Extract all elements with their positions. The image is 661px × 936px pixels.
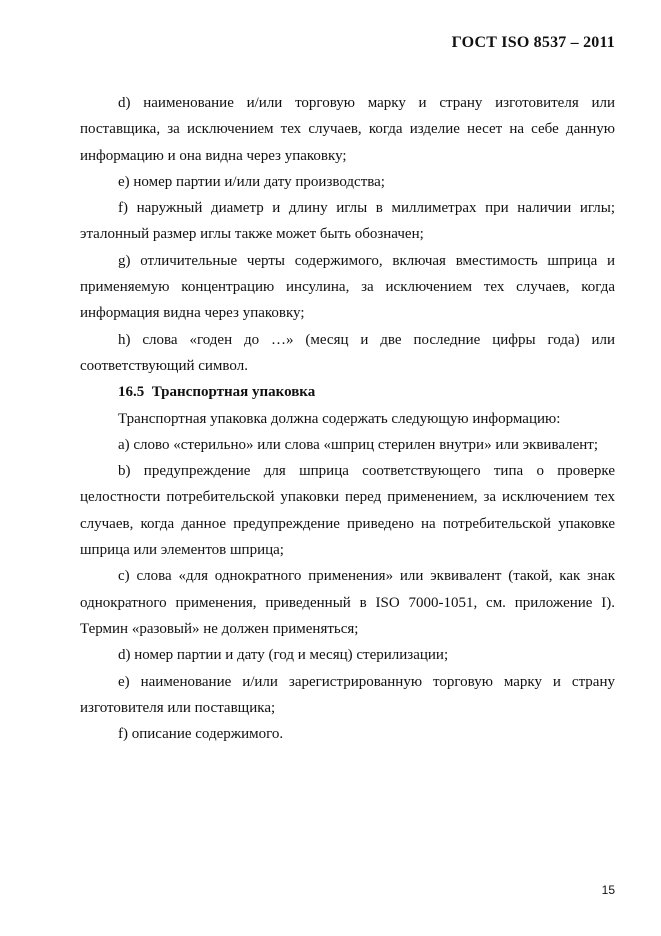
list-item-h: h) слова «годен до …» (месяц и две последние цифры года) или соответствующий символ. [80,331,615,374]
list-item-d: d) наименование и/или торговую марку и страну изготовителя или поставщика, за исключением тех случаев, когда изделие несет на себе данную информацию и она видна через упаковку; [80,95,615,164]
section-title: Транспортная упаковка [151,384,316,401]
document-header: ГОСТ ISO 8537 – 2011 [451,34,615,51]
document-body [80,90,615,747]
section-number: 16.5 [118,384,145,401]
list-item-e: e) номер партии и/или дату производства; [118,173,385,190]
section-item-c: c) слова «для однократного применения» или эквивалент (такой, как знак однократного применения, приведенный в ISO 7000-1051, см. приложение I). Термин «разовый» не должен применяться; [80,568,615,637]
section-item-e: e) наименование и/или зарегистрированную торговую марку и страну изготовителя или поставщика; [80,673,615,716]
list-item-g: g) отличительные черты содержимого, включая вместимость шприца и применяемую концентрацию инсулина, за исключением тех случаев, когда информация видна через упаковку; [80,252,615,322]
section-heading [80,379,615,405]
page-number: 15 [601,883,615,897]
section-item-b: b) предупреждение для шприца соответствующего типа о проверке целостности потребительской упаковки перед применением, за исключением тех случаев, когда данное предупреждение приведено на потребительской упаковке шприца или элементов шприца; [80,463,615,559]
section-item-f: f) описание содержимого. [118,726,284,743]
section-item-a: a) слово «стерильно» или слова «шприц стерилен внутри» или эквивалент; [118,436,599,453]
list-item-f: f) наружный диаметр и длину иглы в миллиметрах при наличии иглы; эталонный размер иглы также может быть обозначен; [80,200,615,243]
section-intro: Транспортная упаковка должна содержать следующую информацию: [118,410,561,427]
section-item-d: d) номер партии и дату (год и месяц) стерилизации; [118,647,449,664]
